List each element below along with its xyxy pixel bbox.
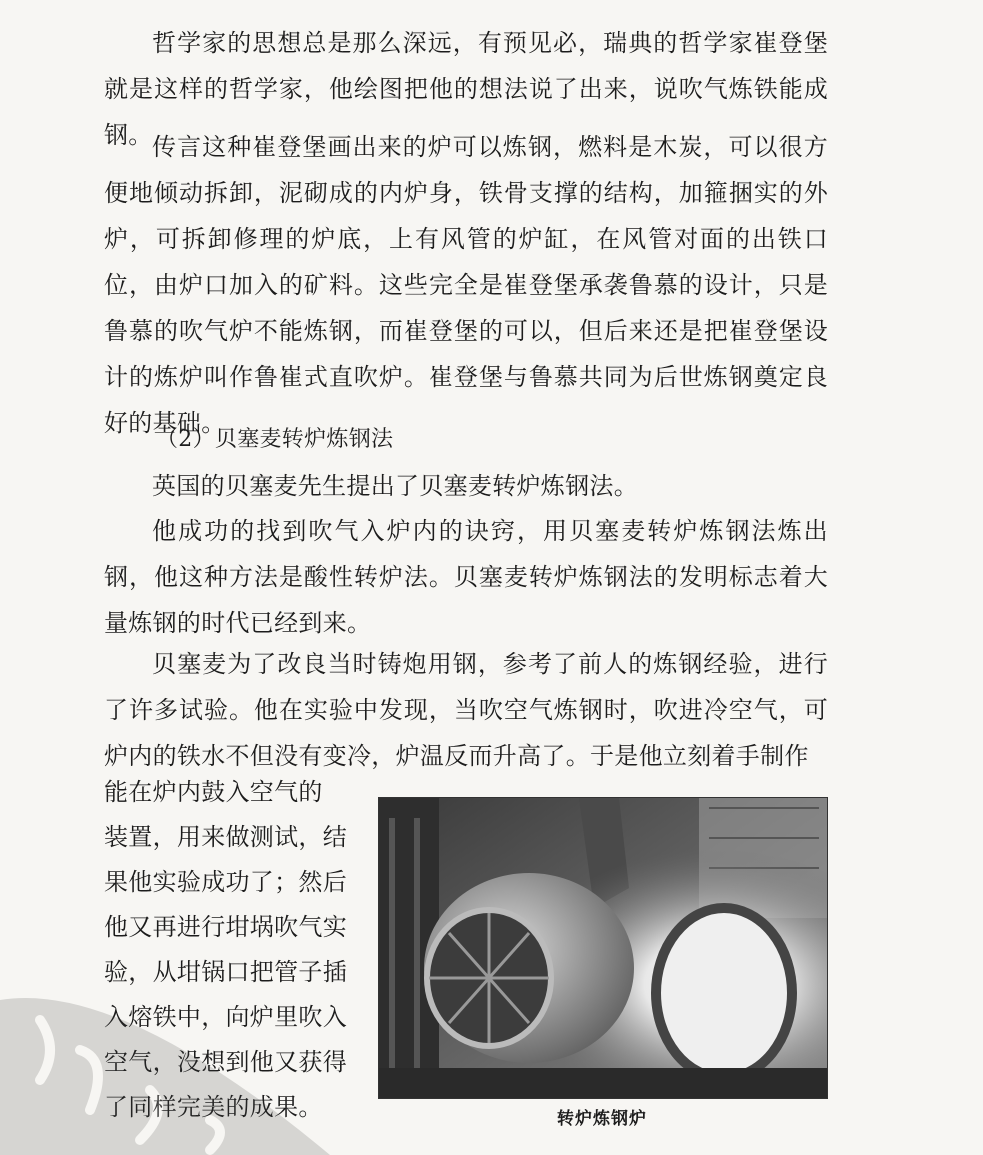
wrapped-line: 装置，用来做测试，结 (104, 823, 347, 851)
wrapped-line: 了同样完美的成果。 (104, 1093, 323, 1121)
wrapped-line: 空气，没想到他又获得 (104, 1048, 347, 1076)
figure-caption: 转炉炼钢炉 (557, 1109, 647, 1129)
paragraph-bessemer-method: 他成功的找到吹气入炉内的诀窍，用贝塞麦转炉炼钢法炼出钢，他这种方法是酸性转炉法。贝塞麦转炉炼钢法的发明标志着大量炼钢的时代已经到来。 (104, 517, 828, 637)
paragraph-bessemer-intro: 英国的贝塞麦先生提出了贝塞麦转炉炼钢法。 (152, 472, 638, 500)
wrapped-line: 验，从坩锅口把管子插 (104, 958, 347, 986)
wrapped-line: 果他实验成功了；然后 (104, 868, 347, 896)
wrapped-line: 他又再进行坩埚吹气实 (104, 913, 347, 941)
converter-furnace-photo (378, 797, 828, 1099)
section-heading-bessemer: （2）贝塞麦转炉炼钢法 (156, 427, 394, 452)
wrapped-line: 入熔铁中，向炉里吹入 (104, 1003, 347, 1031)
paragraph-philosopher: 哲学家的思想总是那么深远，有预见必，瑞典的哲学家崔登堡就是这样的哲学家，他绘图把他的想法说了出来，说吹气炼铁能成钢。 (104, 29, 828, 149)
paragraph-bessemer-experiment: 贝塞麦为了改良当时铸炮用钢，参考了前人的炼钢经验，进行了许多试验。他在实验中发现，当吹空气炼钢时，吹进冷空气，可炉内的铁水不但没有变冷，炉温反而升高了。于是他立刻着手制作 (104, 650, 828, 770)
wrapped-text-column (104, 770, 354, 1130)
wrapped-line: 能在炉内鼓入空气的 (104, 778, 323, 806)
paragraph-furnace-design: 传言这种崔登堡画出来的炉可以炼钢，燃料是木炭，可以很方便地倾动拆卸，泥砌成的内炉身，铁骨支撑的结构，加箍捆实的外炉，可拆卸修理的炉底，上有风管的炉缸，在风管对面的出铁口位，由炉口加入的矿料。这些完全是崔登堡承袭鲁慕的设计，只是鲁慕的吹气炉不能炼钢，而崔登堡的可以，但后来还是把崔登堡设计的炼炉叫作鲁崔式直吹炉。崔登堡与鲁慕共同为后世炼钢奠定良好的基础。 (104, 133, 828, 437)
